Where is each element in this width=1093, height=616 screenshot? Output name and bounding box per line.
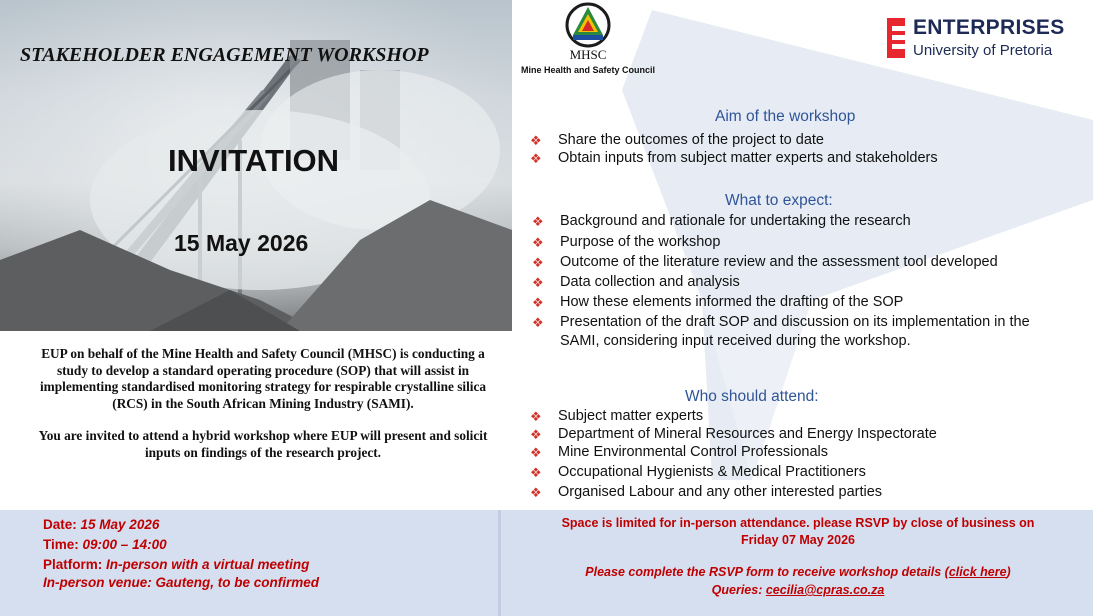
bullet-icon: ❖ [532, 275, 544, 290]
expect-heading: What to expect: [725, 192, 833, 209]
bullet-icon: ❖ [532, 255, 544, 270]
list-item: ❖ Purpose of the workshop [532, 234, 721, 250]
bullet-icon: ❖ [530, 151, 542, 166]
bullet-icon: ❖ [530, 409, 542, 424]
invitation-date: 15 May 2026 [174, 230, 309, 256]
rsvp-form-line: Please complete the RSVP form to receive workshop details (click here) [585, 565, 1011, 579]
list-item: ❖ Background and rationale for undertaking the research [532, 213, 911, 229]
list-item: ❖ Occupational Hygienists & Medical Practitioners [530, 464, 866, 480]
intro-paragraph: EUP on behalf of the Mine Health and Safety Council (MHSC) is conducting a study to develop a standard operating procedure (SOP) that will assist in implementing standardised monitoring strategy for respirable crystalline silica (RCS) in the South African Mining Industry (SAMI). [39, 346, 487, 411]
list-item: ❖ Mine Environmental Control Professionals [530, 444, 828, 460]
list-item: ❖ Obtain inputs from subject matter experts and stakeholders [530, 150, 938, 166]
invite-paragraph: You are invited to attend a hybrid workshop where EUP will present and solicit inputs on findings of the research project. [38, 428, 488, 460]
bullet-icon: ❖ [532, 214, 544, 229]
enterprises-logo [887, 18, 1087, 66]
detail-time: Time: 09:00 – 14:00 [43, 537, 167, 552]
rsvp-form-link[interactable]: click here [948, 565, 1007, 579]
invitation-heading: INVITATION [168, 143, 340, 178]
intro-text [28, 346, 498, 462]
list-item: ❖ Subject matter experts [530, 408, 704, 424]
mhsc-abbreviation: MHSC [569, 47, 607, 62]
list-item: ❖ Presentation of the draft SOP and discussion on its implementation in the SAMI, considering input received during the workshop. [532, 314, 1030, 349]
bullet-icon: ❖ [532, 235, 544, 250]
mhsc-emblem-icon [563, 2, 613, 48]
enterprises-mark-icon [887, 18, 905, 58]
bullet-icon: ❖ [530, 485, 542, 500]
queries-line: Queries: cecilia@cpras.co.za [711, 583, 885, 597]
bullet-icon: ❖ [530, 133, 542, 148]
aim-heading: Aim of the workshop [715, 108, 856, 125]
bullet-icon: ❖ [532, 315, 544, 330]
bullet-icon: ❖ [530, 445, 542, 460]
list-item: ❖ Data collection and analysis [532, 274, 740, 290]
list-item: ❖ Organised Labour and any other interested parties [530, 484, 883, 500]
enterprises-wordmark: ENTERPRISES [913, 16, 1065, 39]
rsvp-deadline: Friday 07 May 2026 [741, 533, 855, 547]
detail-date: Date: 15 May 2026 [43, 517, 160, 532]
rsvp-notice: Space is limited for in-person attendance. please RSVP by close of business on [561, 516, 1035, 530]
list-item: ❖ Share the outcomes of the project to date [530, 132, 824, 148]
mhsc-full-name: Mine Health and Safety Council [520, 65, 656, 75]
workshop-title: STAKEHOLDER ENGAGEMENT WORKSHOP [20, 44, 429, 66]
list-item: ❖ Department of Mineral Resources and Energy Inspectorate [530, 426, 937, 442]
attend-heading: Who should attend: [685, 388, 819, 405]
queries-email-link[interactable]: cecilia@cpras.co.za [765, 583, 885, 597]
detail-venue: In-person venue: Gauteng, to be confirmed [43, 575, 320, 590]
enterprises-subtitle: University of Pretoria [913, 42, 1053, 59]
bullet-icon: ❖ [530, 465, 542, 480]
list-item: ❖ How these elements informed the drafting of the SOP [532, 294, 904, 310]
detail-platform: Platform: In-person with a virtual meeting [43, 557, 310, 572]
bar-divider [498, 510, 501, 616]
bullet-icon: ❖ [530, 427, 542, 442]
list-item: ❖ Outcome of the literature review and the assessment tool developed [532, 254, 998, 270]
bullet-icon: ❖ [532, 295, 544, 310]
mhsc-logo [510, 0, 666, 80]
